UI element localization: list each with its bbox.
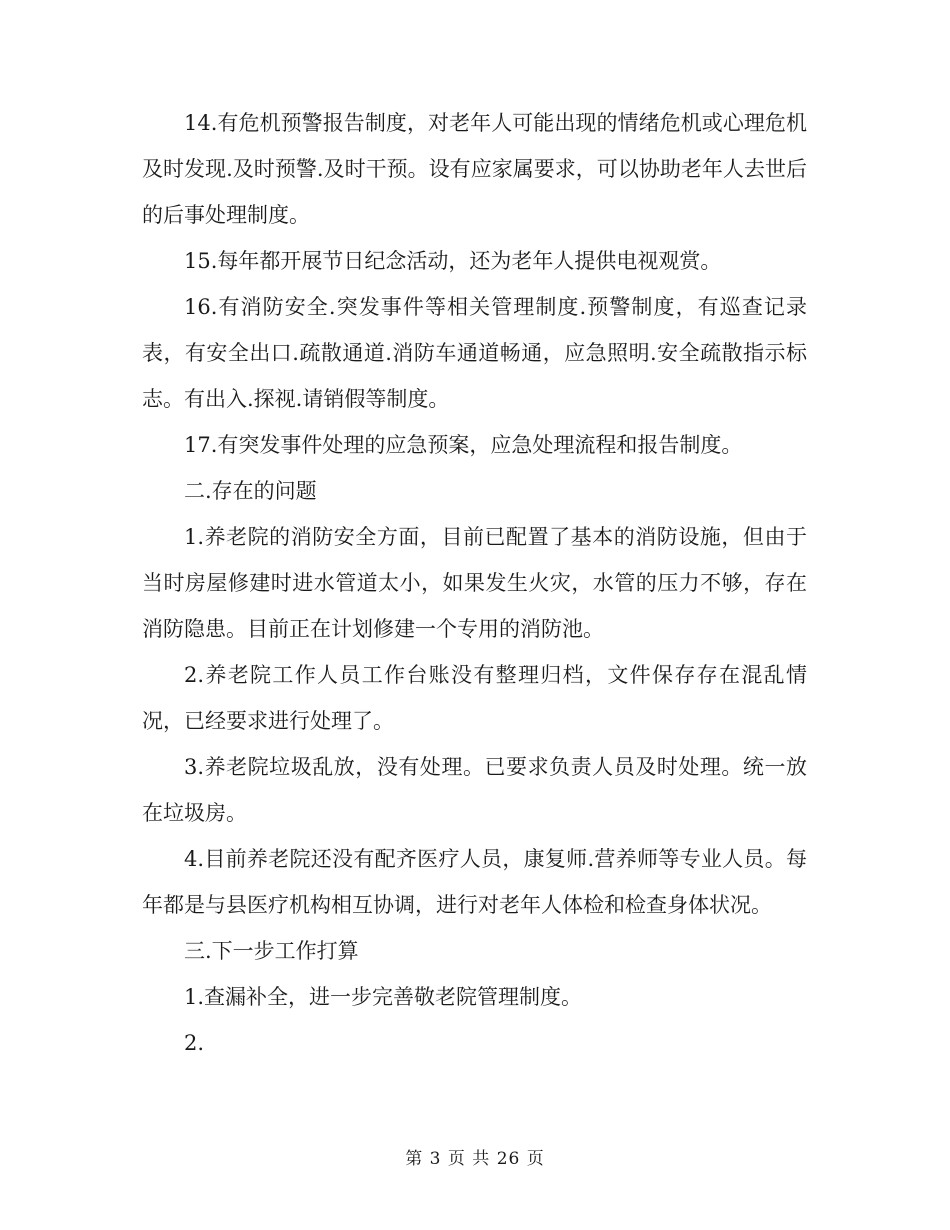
document-body [142,100,807,1066]
problem-item-2: 2.养老院工作人员工作台账没有整理归档，文件保存存在混乱情况，已经要求进行处理了。 [142,663,807,733]
page-number: 第 3 页 共 26 页 [405,1149,545,1169]
paragraph-17: 17.有突发事件处理的应急预案，应急处理流程和报告制度。 [184,433,743,457]
next-step-item-1: 1.查漏补全，进一步完善敬老院管理制度。 [184,985,583,1009]
problem-item-4: 4.目前养老院还没有配齐医疗人员，康复师.营养师等专业人员。每年都是与县医疗机构相互协调，进行对老年人体检和检查身体状况。 [142,847,807,917]
problem-item-1: 1.养老院的消防安全方面，目前已配置了基本的消防设施，但由于当时房屋修建时进水管道太小，如果发生火灾，水管的压力不够，存在消防隐患。目前正在计划修建一个专用的消防池。 [142,525,807,641]
paragraph-16: 16.有消防安全.突发事件等相关管理制度.预警制度，有巡查记录表，有安全出口.疏散通道.消防车通道畅通，应急照明.安全疏散指示标志。有出入.探视.请销假等制度。 [142,295,807,411]
section-heading-problems: 二.存在的问题 [184,479,317,503]
paragraph-15: 15.每年都开展节日纪念活动，还为老年人提供电视观赏。 [184,249,722,273]
next-step-item-2: 2. [184,1031,205,1055]
section-heading-next-steps: 三.下一步工作打算 [184,939,359,963]
paragraph-14: 14.有危机预警报告制度，对老年人可能出现的情绪危机或心理危机及时发现.及时预警.及时干预。设有应家属要求，可以协助老年人去世后的后事处理制度。 [142,111,807,227]
problem-item-3: 3.养老院垃圾乱放，没有处理。已要求负责人员及时处理。统一放在垃圾房。 [142,755,807,825]
page-footer [0,1147,950,1171]
